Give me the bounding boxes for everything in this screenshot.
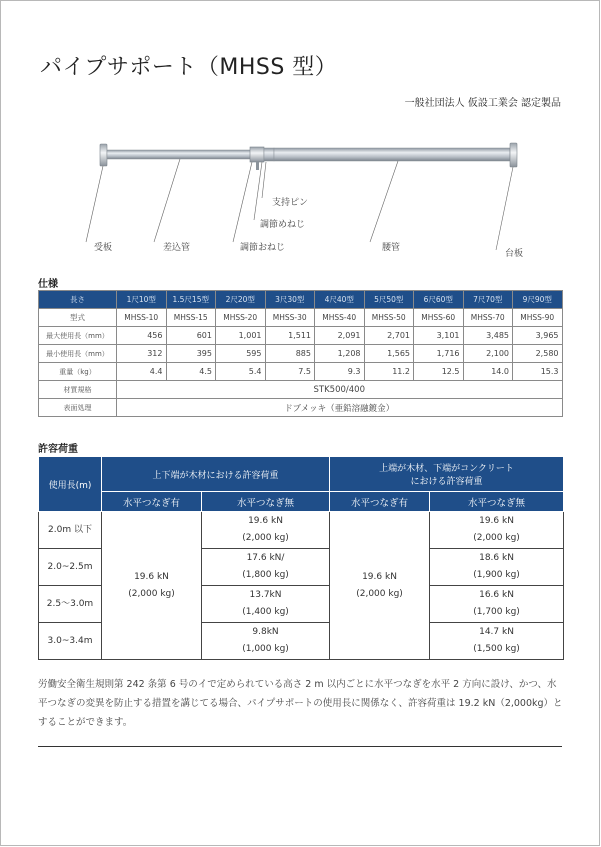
spec-table [38,290,563,417]
load-cell: 9.8kN (1,000 kg) [202,623,330,660]
load-header-row-2 [39,492,564,512]
spec-cell: 11.2 [364,363,414,381]
label-inner-pipe: 差込管 [163,243,191,253]
spec-size: 9尺90型 [513,291,563,309]
spec-size: 7尺70型 [463,291,513,309]
spec-row-label: 型式 [39,309,117,327]
spec-size: 1.5尺15型 [166,291,216,309]
spec-cell: 3,485 [463,327,513,345]
regulation-note: 労働安全衛生規則第 242 条第 6 号のイで定められている高さ 2 m 以内ごとに水平つなぎを水平 2 方向に設け、かつ、水平つなぎの変異を防止する措置を講じてる場合、パイプサポートの使用長に関係なく、許容荷重は 19.2 kN（2,000kg）とすることができます。 [38,679,563,728]
label-head-plate: 受板 [94,243,113,253]
load-group-concrete-line2: における許容荷重 [410,477,483,487]
page-title: パイプサポート（MHSS 型） [40,55,338,80]
load-with-brace: 水平つなぎ有 [330,492,430,512]
spec-heading: 仕様 [38,279,58,290]
spec-row-label: 最小使用長（mm） [39,345,117,363]
spec-cell: 9.3 [315,363,365,381]
load-table [38,456,564,660]
adjust-nut [250,147,264,162]
spec-cell: MHSS-60 [414,309,464,327]
spec-size: 4尺40型 [315,291,365,309]
load-length: 2.0~2.5m [39,549,102,586]
load-merged-wood: 19.6 kN (2,000 kg) [102,512,202,660]
spec-size: 2尺20型 [216,291,266,309]
spec-size: 5尺50型 [364,291,414,309]
spec-row-surface [39,399,563,417]
label-adjust-female-screw: 調節めねじ [260,220,306,230]
load-without-brace: 水平つなぎ無 [202,492,330,512]
pipe-support-diagram [0,130,601,265]
spec-cell: MHSS-70 [463,309,513,327]
spec-cell: 7.5 [265,363,315,381]
spec-row-label: 重量（kg） [39,363,117,381]
spec-header-label: 長さ [39,291,117,309]
label-support-pin: 支持ピン [272,198,309,208]
load-cell: 14.7 kN (1,500 kg) [430,623,564,660]
spec-row-material [39,381,563,399]
spec-size: 1尺10型 [117,291,167,309]
label-base-plate: 台板 [505,249,524,259]
spec-cell: 1,565 [364,345,414,363]
spec-cell: 1,208 [315,345,365,363]
spec-row-weight [39,363,563,381]
spec-cell: 456 [117,327,167,345]
spec-cell: 1,511 [265,327,315,345]
load-length: 2.0m 以下 [39,512,102,549]
spec-cell: MHSS-90 [513,309,563,327]
spec-cell: 312 [117,345,167,363]
spec-cell: MHSS-40 [315,309,365,327]
spec-cell: 595 [216,345,266,363]
outer-pipe [274,148,510,161]
load-col-length: 使用長(m) [39,457,102,512]
spec-cell: 1,716 [414,345,464,363]
spec-material-value: STK500/400 [117,381,563,399]
spec-cell: 2,580 [513,345,563,363]
load-with-brace: 水平つなぎ有 [102,492,202,512]
spec-size: 3尺30型 [265,291,315,309]
spec-row-label: 材質規格 [39,381,117,399]
spec-cell: 14.0 [463,363,513,381]
load-heading: 許容荷重 [38,444,78,455]
spec-row-label: 表面処理 [39,399,117,417]
certification-label: 一般社団法人 仮設工業会 認定製品 [404,98,561,109]
load-cell: 17.6 kN/ (1,800 kg) [202,549,330,586]
spec-cell: 601 [166,327,216,345]
load-length: 2.5～3.0m [39,586,102,623]
spec-cell: 2,100 [463,345,513,363]
label-adjust-male-screw: 調節おねじ [240,243,286,253]
footer-divider [38,746,562,747]
load-merged-concrete: 19.6 kN (2,000 kg) [330,512,430,660]
spec-cell: MHSS-15 [166,309,216,327]
base-plate [510,143,517,167]
spec-row-model [39,309,563,327]
head-plate [100,144,107,166]
load-cell: 19.6 kN (2,000 kg) [202,512,330,549]
spec-cell: MHSS-10 [117,309,167,327]
spec-cell: 3,965 [513,327,563,345]
adjust-collar [264,148,274,161]
spec-cell: MHSS-30 [265,309,315,327]
spec-cell: 4.4 [117,363,167,381]
spec-surface-value: ドブメッキ（亜鉛溶融鍍金） [117,399,563,417]
spec-cell: 15.3 [513,363,563,381]
spec-cell: 395 [166,345,216,363]
load-group-wood: 上下端が木材における許容荷重 [102,457,330,492]
load-header-row-1 [39,457,564,492]
load-cell: 19.6 kN (2,000 kg) [430,512,564,549]
load-group-concrete [330,457,564,492]
load-without-brace: 水平つなぎ無 [430,492,564,512]
inner-pipe [107,150,257,159]
load-cell: 16.6 kN (1,700 kg) [430,586,564,623]
spec-cell: MHSS-50 [364,309,414,327]
spec-row-max-length [39,327,563,345]
load-cell: 18.6 kN (1,900 kg) [430,549,564,586]
spec-size: 6尺60型 [414,291,464,309]
load-row [39,512,564,549]
spec-row-label: 最大使用長（mm） [39,327,117,345]
spec-header-row [39,291,563,309]
spec-cell: 5.4 [216,363,266,381]
spec-cell: 4.5 [166,363,216,381]
spec-cell: 885 [265,345,315,363]
load-cell: 13.7kN (1,400 kg) [202,586,330,623]
spec-cell: 2,701 [364,327,414,345]
label-outer-pipe: 腰管 [382,243,401,253]
spec-cell: 12.5 [414,363,464,381]
spec-cell: 1,001 [216,327,266,345]
support-pin [256,162,259,170]
load-length: 3.0~3.4m [39,623,102,660]
load-group-concrete-line1: 上端が木材、下端がコンクリート [379,464,514,474]
spec-cell: 3,101 [414,327,464,345]
spec-row-min-length [39,345,563,363]
spec-cell: MHSS-20 [216,309,266,327]
spec-cell: 2,091 [315,327,365,345]
